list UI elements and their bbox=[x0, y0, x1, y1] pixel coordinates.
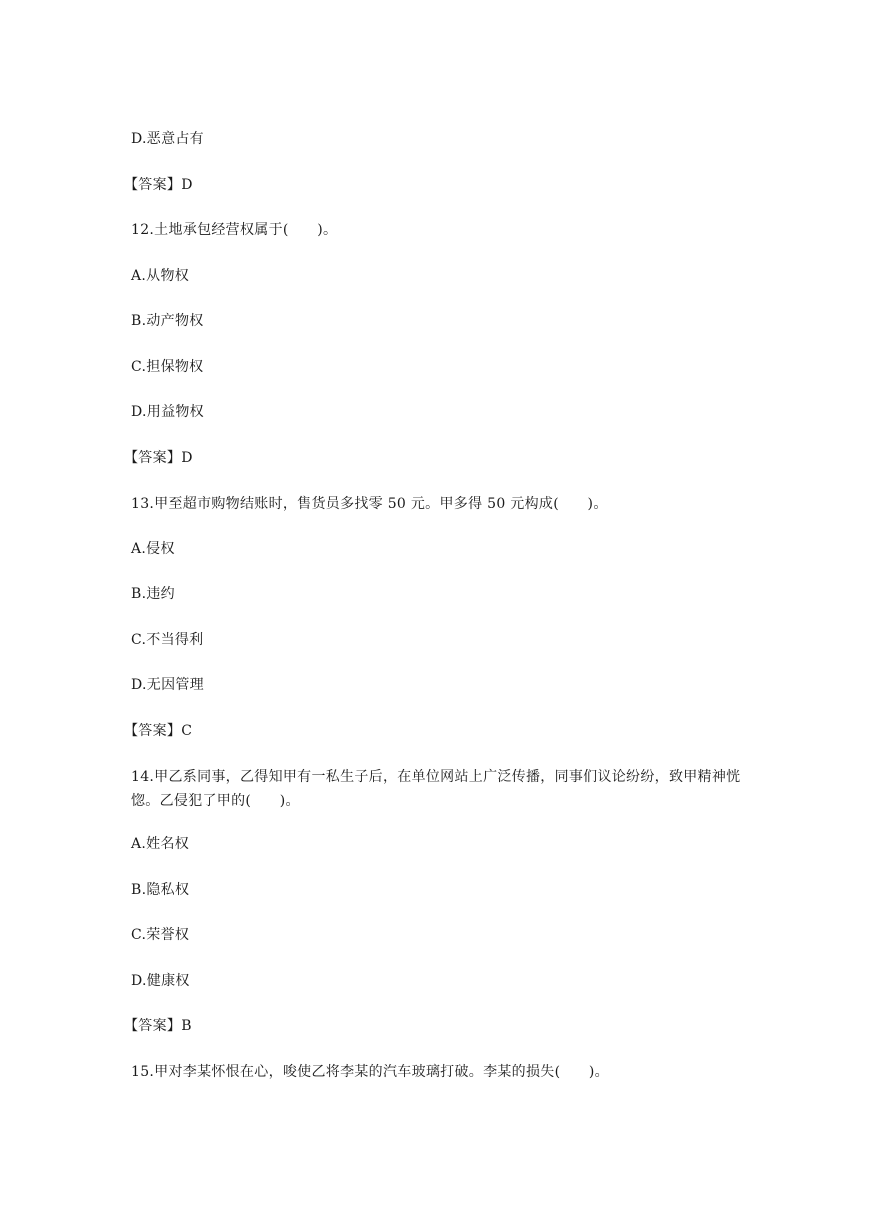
q14-answer: 【答案】B bbox=[124, 1018, 192, 1034]
q13-option-a: A.侵权 bbox=[131, 541, 175, 557]
q12-option-b: B.动产物权 bbox=[131, 313, 204, 329]
q15-question: 15.甲对李某怀恨在心，唆使乙将李某的汽车玻璃打破。李某的损失( )。 bbox=[131, 1064, 609, 1080]
q12-question: 12.土地承包经营权属于( )。 bbox=[131, 222, 338, 238]
q14-option-b: B.隐私权 bbox=[131, 882, 190, 898]
q11-answer: 【答案】D bbox=[124, 177, 193, 193]
q13-answer: 【答案】C bbox=[124, 723, 193, 739]
q12-answer: 【答案】D bbox=[124, 450, 193, 466]
q12-option-c: C.担保物权 bbox=[131, 359, 204, 375]
q14-option-d: D.健康权 bbox=[131, 973, 190, 989]
q14-question: 14.甲乙系同事，乙得知甲有一私生子后，在单位网站上广泛传播，同事们议论纷纷，致甲精神恍惚。乙侵犯了甲的( )。 bbox=[131, 769, 741, 809]
q14-option-a: A.姓名权 bbox=[131, 836, 190, 852]
q13-option-b: B.违约 bbox=[131, 586, 175, 602]
q12-option-d: D.用益物权 bbox=[131, 404, 204, 420]
q11-option-d: D.恶意占有 bbox=[131, 131, 204, 147]
q13-option-c: C.不当得利 bbox=[131, 632, 204, 648]
q13-question: 13.甲至超市购物结账时，售货员多找零 50 元。甲多得 50 元构成( )。 bbox=[131, 496, 608, 512]
q12-option-a: A.从物权 bbox=[131, 268, 190, 284]
q13-option-d: D.无因管理 bbox=[131, 677, 204, 693]
q14-option-c: C.荣誉权 bbox=[131, 927, 190, 943]
